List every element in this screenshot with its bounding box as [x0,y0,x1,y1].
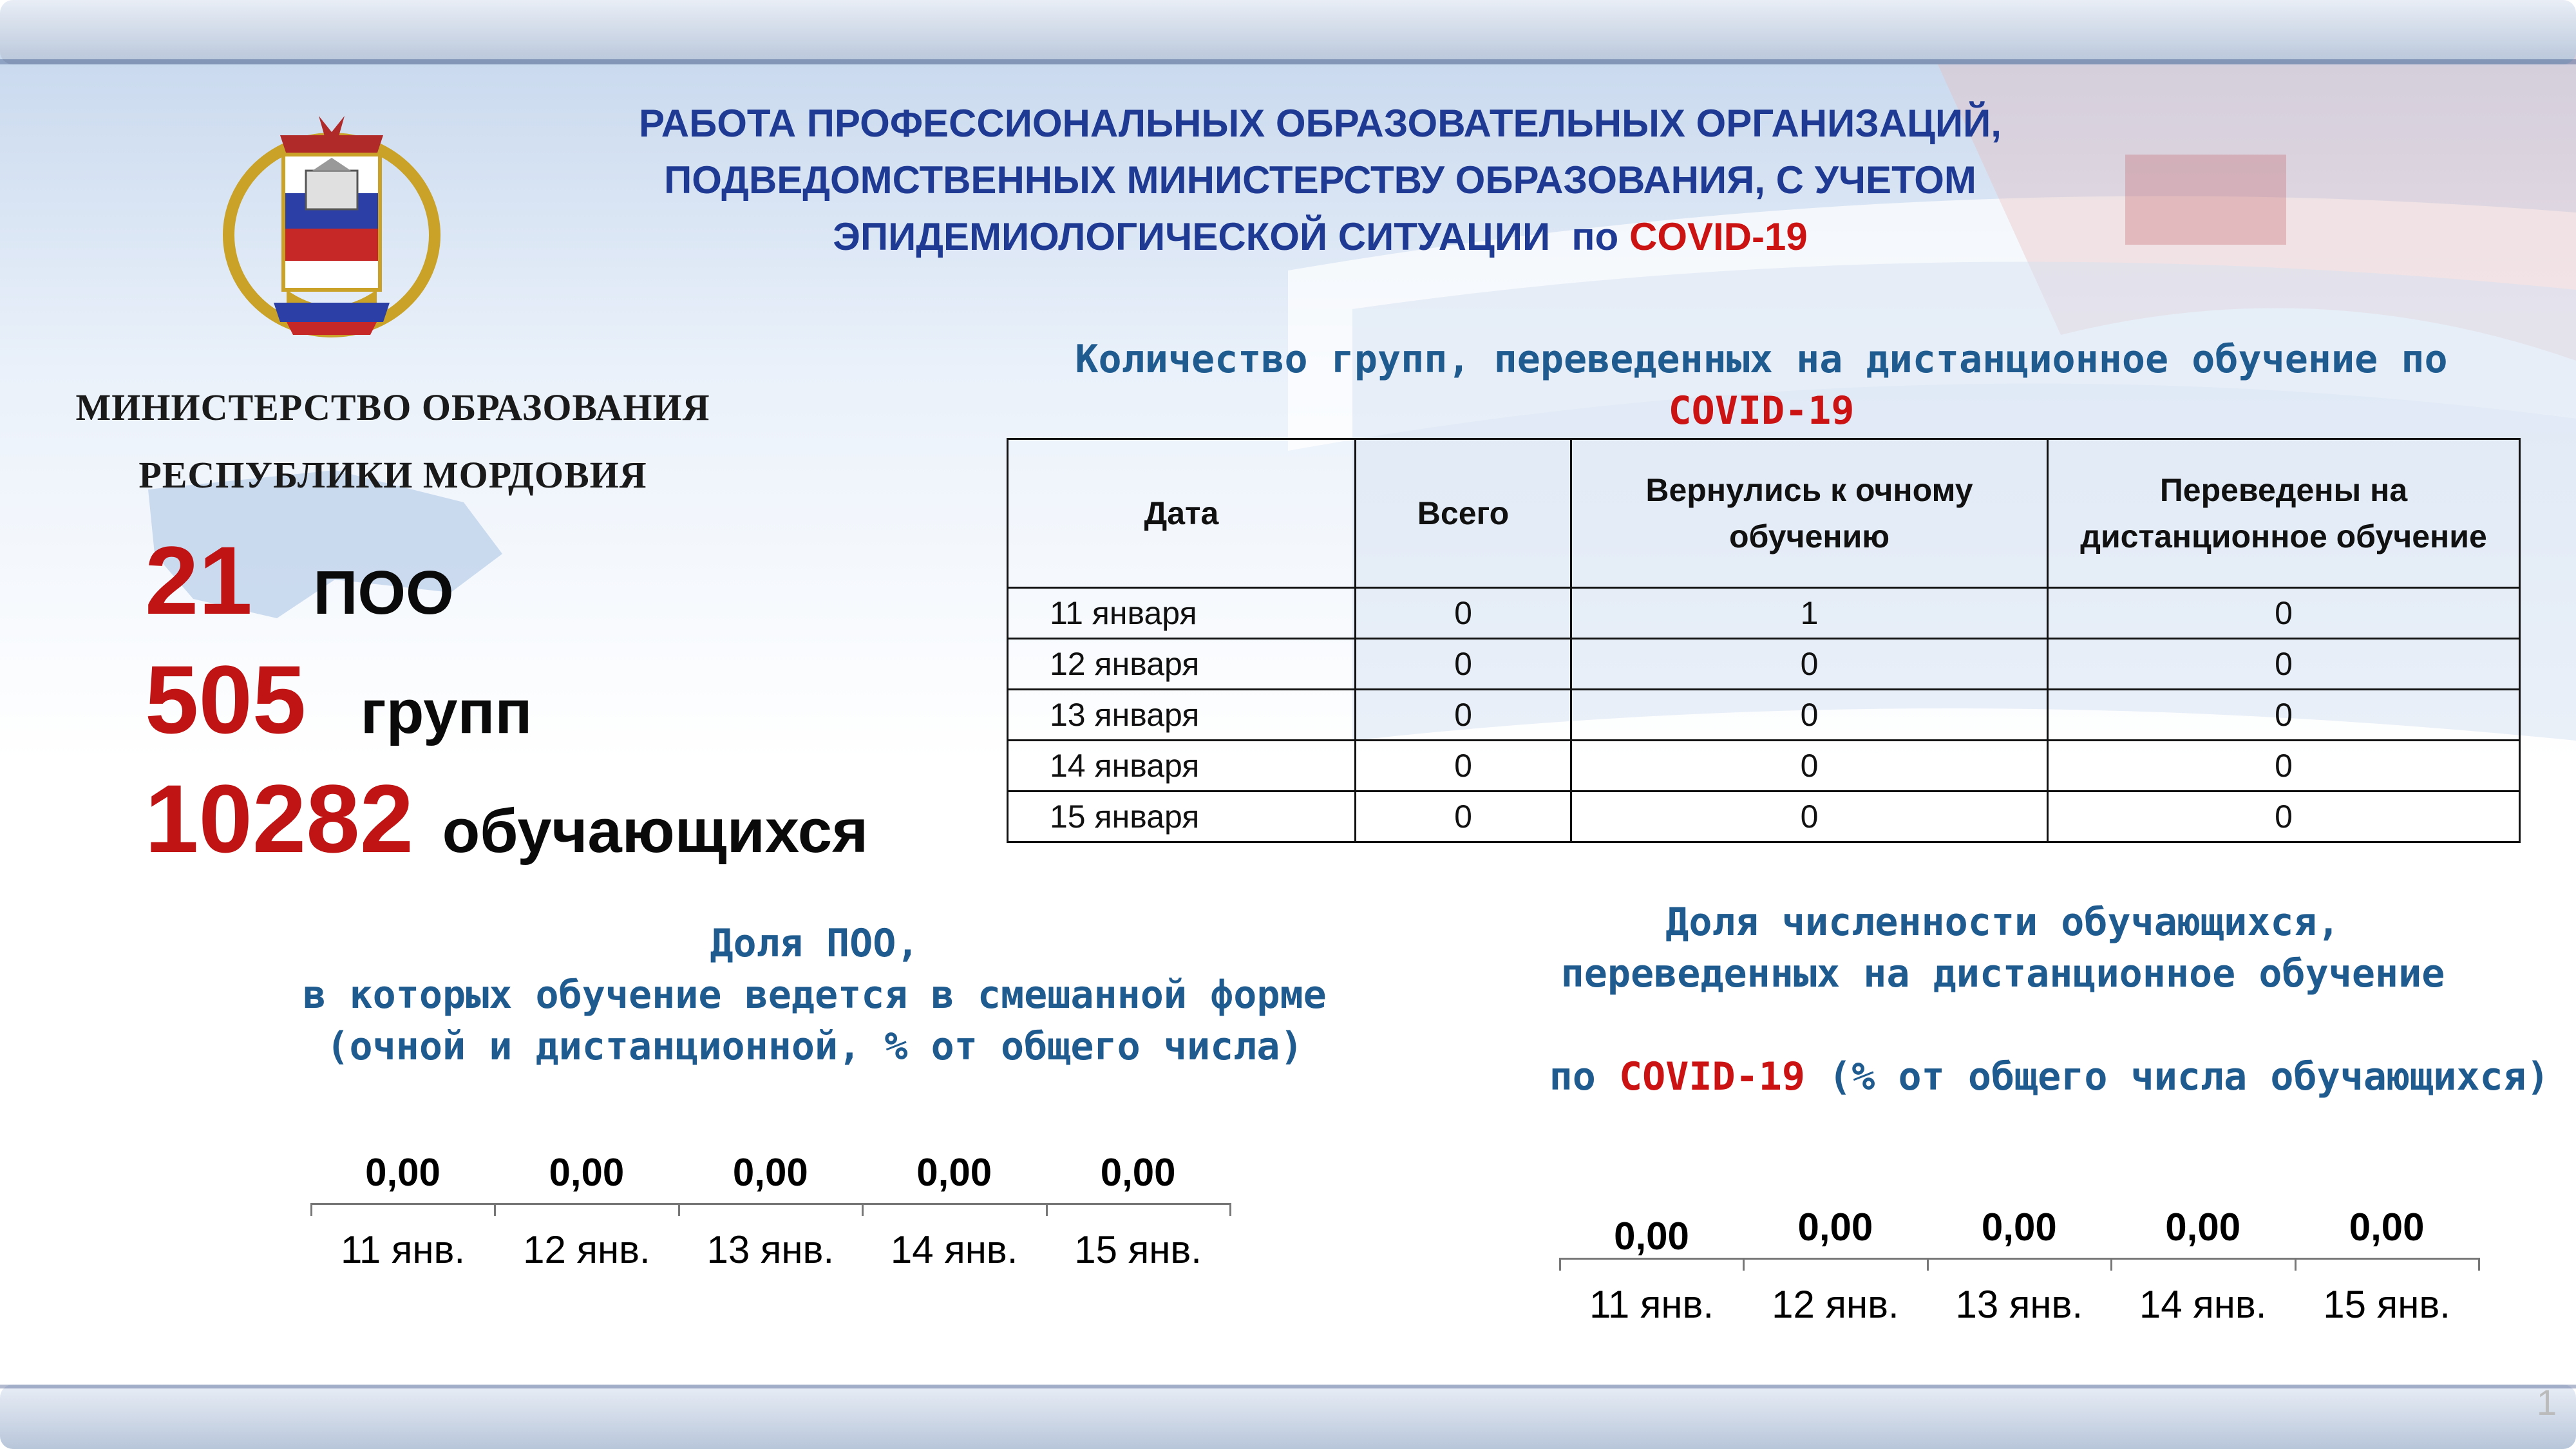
chart2-value-label: 0,00 [2165,1206,2241,1249]
chart1-value-label: 0,00 [365,1151,440,1194]
stat-number: 10282 [145,764,414,873]
chart1-category-label: 13 янв. [706,1228,835,1271]
chart1-category-label: 14 янв. [890,1228,1018,1271]
title-line-3 [451,209,2190,265]
cell-date: 13 января [1008,690,1356,741]
chart2-title-covid: COVID-19 [1618,1054,1805,1099]
coat-of-arms-emblem [209,109,454,354]
header-total: Всего [1356,439,1571,588]
stat-students [145,763,869,873]
chart2-area [1560,1188,2479,1343]
header-date: Дата [1008,439,1356,588]
cell-transferred: 0 [2048,639,2520,690]
chart1-category-label: 12 янв. [523,1228,650,1271]
chart2-value-label: 0,00 [1981,1206,2057,1249]
table-row [1008,639,2520,690]
cell-returned: 0 [1571,639,2048,690]
chart1-title [219,918,1410,1072]
table-header-row [1008,439,2520,588]
chart2-title [1455,896,2550,1154]
chart2-title-line-2: переведенных на дистанционное обучение [1560,951,2445,996]
chart2-tick [2110,1258,2112,1271]
chart1-title-line-3: (очной и дистанционной, % от общего числа) [326,1024,1303,1069]
stat-label: групп [360,677,533,746]
groups-table [1007,438,2521,843]
chart2-tick [1927,1258,1929,1271]
table-row [1008,690,2520,741]
chart1-tick [678,1203,680,1216]
cell-returned: 0 [1571,690,2048,741]
table-title-main: Количество групп, переведенных на дистанционное обучение по [1075,337,2448,382]
stat-number: 505 [145,645,307,753]
title-line-2: ПОДВЕДОМСТВЕННЫХ МИНИСТЕРСТВУ ОБРАЗОВАНИЯ, С УЧЕТОМ [664,158,1976,202]
chart2-title-line-3 [1455,999,2550,1154]
chart1-title-line-2: в которых обучение ведется в смешанной форме [303,972,1327,1018]
stat-groups [145,644,533,753]
chart2-category-label: 11 янв. [1589,1283,1714,1326]
title-line-3-main: ЭПИДЕМИОЛОГИЧЕСКОЙ СИТУАЦИИ по [833,215,1629,258]
cell-transferred: 0 [2048,690,2520,741]
chart1-category-label: 11 янв. [340,1228,466,1271]
chart1-tick [1046,1203,1048,1216]
chart1-value-label: 0,00 [549,1151,625,1194]
cell-date: 11 января [1008,588,1356,639]
table-title-covid: COVID-19 [1668,388,1855,433]
cell-returned: 1 [1571,588,2048,639]
slide-title [451,95,2190,265]
header-transferred: Переведены на дистанционное обучение [2048,439,2520,588]
chart2-tick [1743,1258,1745,1271]
header-returned: Вернулись к очному обучению [1571,439,2048,588]
table-title [1005,334,2518,437]
chart1-value-label: 0,00 [1100,1151,1176,1194]
chart2-title-line-3b: (% от общего числа обучающихся) [1804,1054,2550,1099]
chart2-category-label: 12 янв. [1772,1283,1899,1326]
cell-total: 0 [1356,741,1571,791]
chart1-area [311,1133,1230,1288]
chart2-category-label: 15 янв. [2323,1283,2450,1326]
cell-transferred: 0 [2048,741,2520,791]
cell-date: 14 января [1008,741,1356,791]
cell-total: 0 [1356,639,1571,690]
stat-poo [145,525,454,634]
chart1-tick [310,1203,312,1216]
table-row [1008,741,2520,791]
stat-number: 21 [145,526,252,634]
chart1-tick [862,1203,864,1216]
stat-label: обучающихся [442,797,869,866]
cell-total: 0 [1356,791,1571,842]
chart2-category-label: 13 янв. [1955,1283,2083,1326]
chart1-value-label: 0,00 [732,1151,808,1194]
cell-total: 0 [1356,588,1571,639]
chart1-tick [1229,1203,1231,1216]
stat-label: ПОО [313,558,454,627]
chart2-value-label: 0,00 [1797,1206,1873,1249]
table-row [1008,588,2520,639]
chart2-value-label: 0,00 [2349,1206,2425,1249]
ministry-line-1: МИНИСТЕРСТВО ОБРАЗОВАНИЯ [75,386,710,428]
chart2-category-label: 14 янв. [2139,1283,2267,1326]
chart2-tick [2478,1258,2480,1271]
cell-date: 12 января [1008,639,1356,690]
cell-transferred: 0 [2048,791,2520,842]
title-line-1: РАБОТА ПРОФЕССИОНАЛЬНЫХ ОБРАЗОВАТЕЛЬНЫХ ОРГАНИЗАЦИЙ, [639,102,2002,145]
cell-date: 15 января [1008,791,1356,842]
chart2-title-line-1: Доля численности обучающихся, [1665,900,2340,945]
cell-returned: 0 [1571,791,2048,842]
chart1-category-label: 15 янв. [1074,1228,1202,1271]
chart2-value-label: 0,00 [1614,1215,1689,1258]
cell-transferred: 0 [2048,588,2520,639]
chart2-tick [2295,1258,2297,1271]
chart2-tick [1559,1258,1561,1271]
chart1-value-label: 0,00 [916,1151,992,1194]
table-row [1008,791,2520,842]
ministry-line-2: РЕСПУБЛИКИ МОРДОВИЯ [138,454,647,496]
cell-total: 0 [1356,690,1571,741]
chart1-tick [494,1203,496,1216]
chart1-x-axis [311,1203,1230,1205]
chart1-title-line-1: Доля ПОО, [710,921,920,966]
title-covid: COVID-19 [1629,215,1808,258]
cell-returned: 0 [1571,741,2048,791]
page-number: 1 [2536,1382,2557,1423]
ministry-name [39,374,747,509]
chart2-title-line-3a: по [1549,1054,1619,1099]
